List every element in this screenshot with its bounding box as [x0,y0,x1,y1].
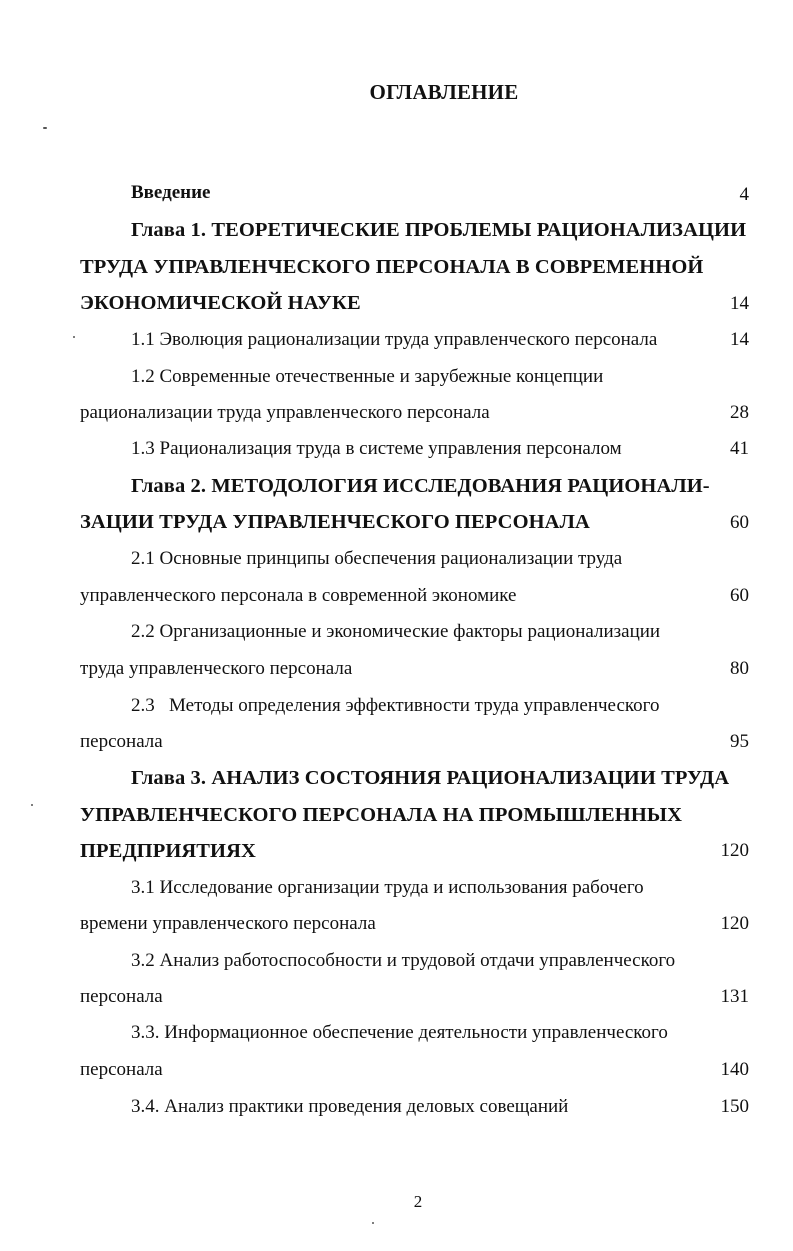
toc-section-3-2-line-2[interactable]: персонала [80,986,163,1007]
toc-page-number: 150 [720,1096,749,1117]
toc-section-1-3[interactable]: 1.3 Рационализация труда в системе управления персоналом [131,438,622,459]
toc-section-3-2-line-1[interactable]: 3.2 Анализ работоспособности и трудовой отдачи управленческого [131,950,676,971]
toc-section-3-1-line-2[interactable]: времени управленческого персонала [80,913,376,934]
toc-section-1-2-line-1[interactable]: 1.2 Современные отечественные и зарубежные концепции [131,366,604,387]
toc-section-2-2-line-1[interactable]: 2.2 Организационные и экономические факторы рационализации [131,621,661,642]
toc-page-number: 120 [720,913,749,934]
toc-chapter-2-line-1[interactable]: Глава 2. МЕТОДОЛОГИЯ ИССЛЕДОВАНИЯ РАЦИОНАЛИ- [131,475,710,497]
toc-page-number: 14 [730,329,749,350]
toc-page-number: 60 [730,512,749,533]
toc-section-2-1-line-1[interactable]: 2.1 Основные принципы обеспечения рационализации труда [131,548,623,569]
toc-chapter-1-line-1[interactable]: Глава 1. ТЕОРЕТИЧЕСКИЕ ПРОБЛЕМЫ РАЦИОНАЛИЗАЦИИ [131,219,747,241]
toc-chapter-2-line-2[interactable]: ЗАЦИИ ТРУДА УПРАВЛЕНЧЕСКОГО ПЕРСОНАЛА [80,511,590,533]
page-number: 2 [413,1192,423,1211]
scan-speck [372,1222,374,1224]
toc-section-1-2-line-2[interactable]: рационализации труда управленческого персонала [80,402,490,423]
scan-speck [31,804,33,806]
toc-section-2-3-line-1[interactable]: 2.3 Методы определения эффективности труда управленческого [131,695,660,716]
page-title: ОГЛАВЛЕНИЕ [369,80,519,104]
toc-chapter-1-line-3[interactable]: ЭКОНОМИЧЕСКОЙ НАУКЕ [80,292,361,314]
toc-section-2-2-line-2[interactable]: труда управленческого персонала [80,658,353,679]
toc-section-3-4[interactable]: 3.4. Анализ практики проведения деловых совещаний [131,1096,569,1117]
toc-page-number: 14 [730,293,749,314]
scan-speck [43,127,47,129]
toc-chapter-3-line-3[interactable]: ПРЕДПРИЯТИЯХ [80,840,256,862]
toc-section-3-1-line-1[interactable]: 3.1 Исследование организации труда и использования рабочего [131,877,644,898]
toc-chapter-1-line-2[interactable]: ТРУДА УПРАВЛЕНЧЕСКОГО ПЕРСОНАЛА В СОВРЕМЕННОЙ [80,256,704,278]
scan-speck [73,336,75,338]
toc-section-3-3-line-2[interactable]: персонала [80,1059,163,1080]
toc-section-2-3-line-2[interactable]: персонала [80,731,163,752]
toc-page-number: 60 [730,585,749,606]
toc-chapter-3-line-2[interactable]: УПРАВЛЕНЧЕСКОГО ПЕРСОНАЛА НА ПРОМЫШЛЕННЫХ [80,804,683,826]
toc-section-3-3-line-1[interactable]: 3.3. Информационное обеспечение деятельности управленческого [131,1022,668,1043]
toc-section-1-1[interactable]: 1.1 Эволюция рационализации труда управленческого персонала [131,329,658,350]
toc-page-number: 95 [730,731,749,752]
toc-page-number: 41 [730,438,749,459]
toc-section-2-1-line-2[interactable]: управленческого персонала в современной экономике [80,585,517,606]
toc-page-number: 140 [720,1059,749,1080]
toc-page-number: 131 [720,986,749,1007]
toc-chapter-3-line-1[interactable]: Глава 3. АНАЛИЗ СОСТОЯНИЯ РАЦИОНАЛИЗАЦИИ ТРУДА [131,767,730,789]
toc-entry-introduction[interactable]: Введение [131,182,211,203]
toc-page-number: 28 [730,402,749,423]
toc-page-number: 4 [739,184,749,205]
toc-page-number: 120 [720,840,749,861]
toc-page-number: 80 [730,658,749,679]
